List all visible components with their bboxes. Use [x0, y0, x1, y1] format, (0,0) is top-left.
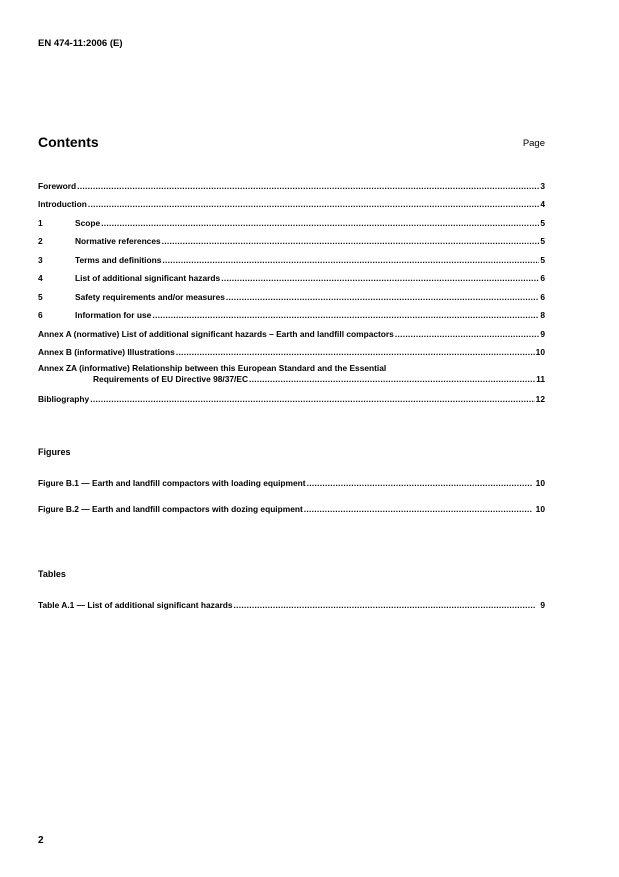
- toc-entry-text: List of additional significant hazards: [75, 273, 221, 283]
- toc-entry-number: 5: [38, 291, 43, 302]
- toc-entry-annex-za[interactable]: [38, 357, 545, 385]
- figure-entry-page: 10: [535, 504, 545, 514]
- toc-entry-text: Scope: [75, 217, 101, 228]
- dot-leader: [162, 236, 540, 246]
- table-entry-page: 9: [540, 600, 545, 610]
- toc-entry-page: 9: [540, 328, 545, 339]
- dot-leader: [162, 255, 539, 265]
- toc-entry-number: 2: [38, 236, 43, 246]
- toc-entry-page: 11: [536, 374, 545, 384]
- toc-entry-annex-b[interactable]: [38, 339, 545, 358]
- toc-entry-page: 10: [535, 347, 545, 357]
- table-entry[interactable]: [38, 584, 545, 610]
- figure-entry-page: 10: [535, 478, 545, 488]
- toc-entry-number: 6: [38, 310, 43, 320]
- toc-entry-page: 4: [540, 199, 545, 209]
- toc-entry-text: Safety requirements and/or measures: [75, 291, 225, 302]
- toc-entry-number: 4: [38, 273, 43, 283]
- dot-leader: [101, 218, 539, 228]
- toc-entry-text-line1: Annex ZA (informative) Relationship between this European Standard and the Essential: [38, 363, 387, 373]
- toc-entry-text: Terms and definitions: [75, 254, 162, 265]
- toc-entry-page: 5: [540, 254, 545, 265]
- dot-leader: [176, 347, 535, 357]
- figures-heading: Figures: [38, 447, 71, 457]
- toc-entry-text: Bibliography: [38, 393, 90, 404]
- figure-entry[interactable]: [38, 488, 545, 514]
- toc-entry-safety-requirements[interactable]: [38, 283, 545, 302]
- dot-leader: [304, 504, 532, 514]
- toc-entry-text: Introduction: [38, 199, 87, 209]
- tables-heading: Tables: [38, 569, 66, 579]
- dot-leader: [152, 310, 539, 320]
- toc-entry-hazards-list[interactable]: [38, 265, 545, 284]
- table-entry-text: Table A.1 — List of additional significant hazards: [38, 600, 233, 610]
- toc-entry-text: Information for use: [75, 310, 152, 320]
- tables-list: [38, 584, 545, 610]
- toc-entry-text-line2: Requirements of EU Directive 98/37/EC: [93, 374, 248, 384]
- toc-entry-number: 3: [38, 254, 43, 265]
- toc-entry-normative-references[interactable]: [38, 228, 545, 247]
- toc-entry-text: Annex A (normative) List of additional significant hazards – Earth and landfill compactors: [38, 328, 394, 339]
- toc-entry-page: 6: [540, 273, 545, 283]
- toc-entry-terms-and-definitions[interactable]: [38, 246, 545, 265]
- toc-entry-bibliography[interactable]: [38, 385, 545, 404]
- dot-leader: [77, 181, 539, 191]
- toc-entry-page: 5: [540, 236, 545, 246]
- page-column-label: Page: [522, 138, 545, 149]
- toc-entry-text: Annex B (informative) Illustrations: [38, 347, 175, 357]
- toc-entry-page: 3: [540, 180, 545, 191]
- contents-title: Contents: [38, 134, 99, 150]
- toc-entry-foreword[interactable]: [38, 172, 545, 191]
- toc-entry-annex-a[interactable]: [38, 320, 545, 339]
- dot-leader: [395, 329, 539, 339]
- dot-leader: [90, 394, 534, 404]
- dot-leader: [249, 374, 535, 385]
- dot-leader: [88, 199, 539, 209]
- dot-leader: [234, 600, 537, 610]
- toc-entry-information-for-use[interactable]: [38, 302, 545, 321]
- toc-entry-scope[interactable]: [38, 209, 545, 228]
- page-number: 2: [38, 835, 44, 846]
- figure-entry-text: Figure B.1 — Earth and landfill compactors with loading equipment: [38, 478, 306, 488]
- toc-entry-page: 5: [540, 217, 545, 228]
- figure-entry[interactable]: [38, 462, 545, 488]
- figures-list: [38, 462, 545, 514]
- toc-entry-introduction[interactable]: [38, 191, 545, 210]
- document-id: EN 474-11:2006 (E): [38, 38, 123, 49]
- table-of-contents: [38, 172, 545, 404]
- dot-leader: [226, 292, 539, 302]
- figure-entry-text: Figure B.2 — Earth and landfill compactors with dozing equipment: [38, 504, 303, 514]
- toc-entry-page: 6: [540, 291, 545, 302]
- toc-entry-number: 1: [38, 217, 43, 228]
- toc-entry-page: 8: [540, 310, 545, 320]
- toc-entry-page: 12: [535, 393, 545, 404]
- dot-leader: [221, 273, 539, 283]
- toc-entry-text: Foreword: [38, 180, 77, 191]
- dot-leader: [307, 478, 532, 488]
- toc-entry-text: Normative references: [75, 236, 161, 246]
